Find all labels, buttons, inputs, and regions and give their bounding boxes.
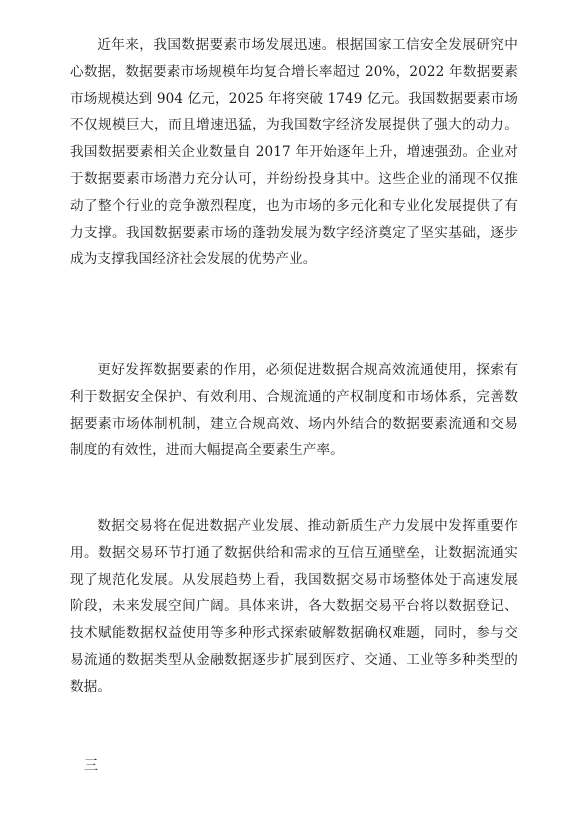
section-heading-three: 三: [84, 758, 98, 774]
paragraph-data-circulation: 更好发挥数据要素的作用，必须促进数据合规高效流通使用，探索有利于数据安全保护、有效利用、合规流通的产权制度和市场体系，完善数据要素市场体制机制，建立合规高效、场内外结合的数据要素流通和交易制度的有效性，进而大幅提高全要素生产率。: [70, 362, 518, 459]
paragraph-market-growth: 近年来，我国数据要素市场发展迅速。根据国家工信安全发展研究中心数据，数据要素市场规模年均复合增长率超过 20%，2022 年数据要素市场规模达到 904 亿元，2025 年将突破 1749 亿元。我国数据要素市场不仅规模巨大，而且增速迅猛，为我国数字经济发展提供了强大的动力。我国数据要素相关企业数量自 2017 年开始逐年上升，增速强劲。企业对于数据要素市场潜力充分认可，并纷纷投身其中。这些企业的涌现不仅推动了整个行业的竞争激烈程度，也为市场的多元化和专业化发展提供了有力支撑。我国数据要素市场的蓬勃发展为数字经济奠定了坚实基础，逐步成为支撑我国经济社会发展的优势产业。: [70, 37, 518, 268]
paragraph-data-trading: 数据交易将在促进数据产业发展、推动新质生产力发展中发挥重要作用。数据交易环节打通了数据供给和需求的互信互通壁垒，让数据流通实现了规范化发展。从发展趋势上看，我国数据交易市场整体处于高速发展阶段，未来发展空间广阔。具体来讲，各大数据交易平台将以数据登记、技术赋能数据权益使用等多种形式探索破解数据确权难题，同时，参与交易流通的数据类型从金融数据逐步扩展到医疗、交通、工业等多种类型的数据。: [70, 518, 518, 695]
